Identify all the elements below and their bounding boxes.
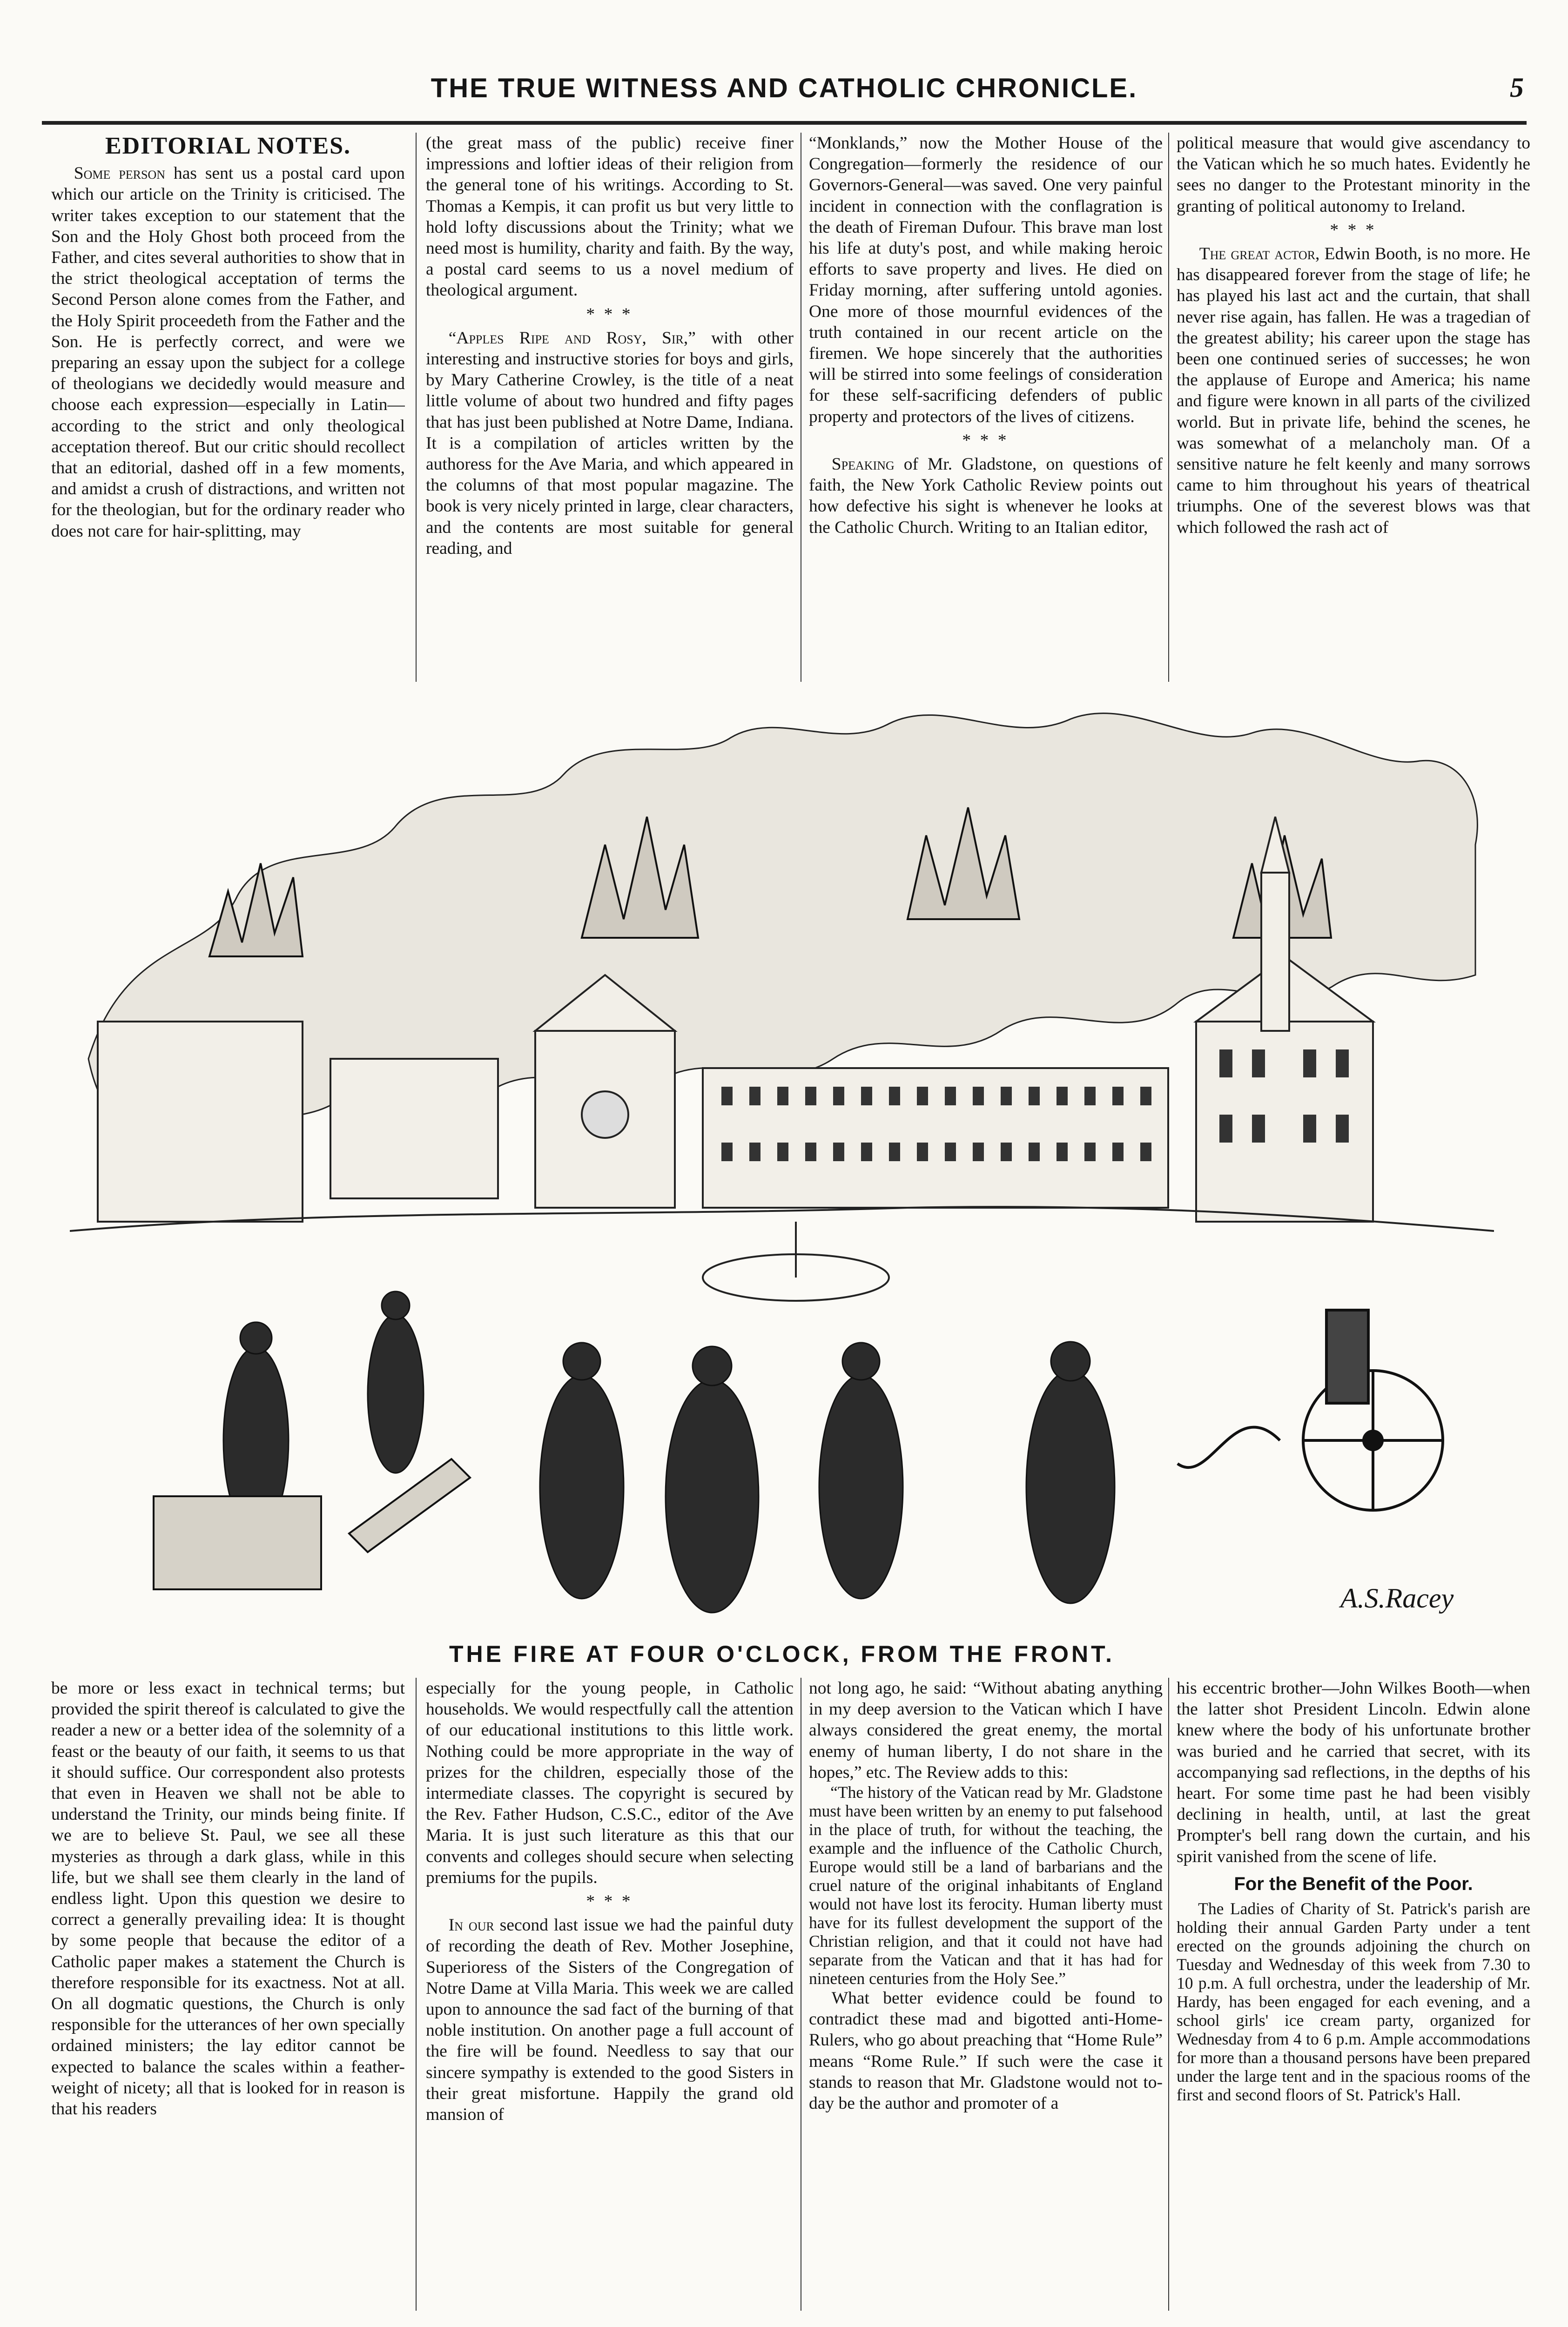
section-stars: * * * — [586, 304, 633, 324]
crowd — [223, 1291, 1115, 1613]
page-number: 5 — [1510, 72, 1524, 103]
editorial-paragraph: political measure that would give ascendancy to the Vatican which he so much hates. Evidently he sees no danger to the Protestant minority in the granting of political autonomy to Ireland. — [1177, 134, 1530, 216]
upper-column-3 — [809, 133, 1163, 693]
lower-column-3 — [809, 1678, 1163, 2320]
editorial-paragraph: “Apples Ripe and Rosy, Sir,” with other interesting and instructive stories for boys and girls, by Mary Catherine Crowley, is the title of a neat little volume of about two hundred and fifty pages that has just been published at Notre Dame, Indiana. It is a compilation of articles written by the authoress for the Ave Maria, and which appeared in the columns of that most popular magazine. The book is very nicely printed in large, clear characters, and the contents are most suitable for general reading, and — [426, 328, 794, 558]
editorial-paragraph: Some person has sent us a postal card upon which our article on the Trinity is criticised. The writer takes exception to our statement that the Son and the Holy Ghost both proceed from the Father, and cites several authorities to show that in the strict theological acceptation of terms the Second Person alone comes from the Father, and the Holy Spirit proceedeth from the Father and the Son. He is perfectly correct, and were we preparing an essay upon the subject for a college of theologians we decidedly would measure and choose each expression—especially in Latin—according to the strict and only theological acceptation thereof. But our critic should recollect that an editorial, dashed off in a few moments, and amidst a crush of distractions, and written not for the theologian, but for the ordinary reader who does not care for hair-splitting, may — [51, 164, 405, 541]
lower-column-2 — [426, 1678, 794, 2320]
newspaper-title: THE TRUE WITNESS AND CATHOLIC CHRONICLE. — [431, 73, 1138, 103]
editorial-paragraph: Speaking of Mr. Gladstone, on questions of faith, the New York Catholic Review points out how defective his sight is whenever he looks at the Catholic Church. Writing to an Italian editor, — [809, 455, 1163, 537]
upper-column-1 — [51, 133, 405, 693]
lead-in: Some person — [74, 164, 166, 183]
quoted-passage: “The history of the Vatican read by Mr. Gladstone must have been written by an enemy to put falsehood in the place of truth, for without the teaching, the example and the influence of the Catholic Church, Europe would still be a land of barbarians and the cruel nature of the original inhabitants of England would not have lost its ferocity. Human liberty must have for its fullest development the support of the Christian religion, and that it could not have had separate from the Vatican and that it has had for nineteen centuries from the Holy See.” — [809, 1783, 1163, 1988]
editorial-paragraph: What better evidence could be found to contradict these mad and bigotted anti-Home-Rulers, who go about preaching that “Home Rule” means “Rome Rule.” If such were the case it stands to reason that Mr. Gladstone would not to-day be the author and promoter of a — [809, 1989, 1163, 2113]
upper-column-2 — [426, 133, 794, 693]
column-rule — [416, 133, 417, 682]
lead-in: “Apples Ripe and Rosy, Sir,” — [448, 328, 696, 348]
upper-column-4 — [1177, 133, 1530, 693]
fire-illustration — [70, 696, 1494, 1627]
editorial-paragraph: be more or less exact in technical terms; but provided the spirit thereof is calculated to give the reader a new or a better idea of the solemnity of a feast or the beauty of our faith, it seems to us that it should suffice. Our correspondent also protests that even in Heaven we shall not be able to understand the Trinity, our minds being finite. If we are to believe St. Paul, we see all these mysteries as through a dark glass, while in this life, but we shall see them clearly in the land of endless light. Upon this question we desire to correct a generally prevailing idea: It is thought by some people that because the editor of a Catholic paper makes a statement the Church is therefore responsible for its exactness. Not at all. On all dogmatic questions, the Church is only responsible for the utterances of her own specially ordained ministers; the lay editor cannot be expected to balance the scales within a feather-weight of nicety; all that is looked for in reason is that his readers — [51, 1679, 405, 2119]
section-stars: * * * — [1330, 220, 1377, 240]
lower-column-4 — [1177, 1678, 1530, 2320]
column-rule — [416, 1678, 417, 2311]
artist-signature: A.S.Racey — [1340, 1583, 1454, 1614]
lead-in: The great actor, — [1199, 244, 1320, 264]
editorial-paragraph: (the great mass of the public) receive finer impressions and loftier ideas of their religion from the general tone of his writings. According to St. Thomas a Kempis, it can profit us but very little to hold lofty discussions about the Trinity; what we need most is humility, charity and faith. By the way, a postal card seems to us a novel medium of theological argument. — [426, 134, 794, 300]
fire-engine — [1178, 1310, 1443, 1510]
foreground-debris — [154, 1459, 470, 1589]
benefit-heading: For the Benefit of the Poor. — [1234, 1873, 1473, 1894]
column-rule — [1168, 133, 1169, 682]
benefit-paragraph: The Ladies of Charity of St. Patrick's parish are holding their annual Garden Party under a tent erected on the grounds adjoining the church on Tuesday and Wednesday of this week from 7.30 to 10 p.m. A full orchestra, under the leadership of Mr. Hardy, has been engaged for each evening, and a school girls' ice cream party, organized for Wednesday from 4 to 6 p.m. Ample accommodations for more than a thousand persons have been prepared under the large tent and in the spacious rooms of the first and second floors of St. Patrick's Hall. — [1177, 1899, 1530, 2105]
column-rule — [1168, 1678, 1169, 2311]
editorial-paragraph: In our second last issue we had the painful duty of recording the death of Rev. Mother Josephine, Superioress of the Sisters of the Congregation of Notre Dame at Villa Maria. This week we are called upon to announce the sad fact of the burning of that noble institution. On another page a full account of the fire will be found. Needless to say that our sincere sympathy is extended to the good Sisters in their great misfortune. Happily the grand old mansion of — [426, 1916, 794, 2125]
editorial-paragraph: his eccentric brother—John Wilkes Booth—when the latter shot President Lincoln. Edwin alone knew where the body of his unfortunate brother was buried and he carried that secret, with its accompanying sad reflections, in the depths of his heart. For some time past he had been visibly declining in health, until, at last the great Prompter's bell rang down the curtain, and his spirit vanished from the scene of life. — [1177, 1679, 1530, 1866]
section-stars: * * * — [962, 430, 1009, 450]
editorial-paragraph: The great actor, Edwin Booth, is no more. He has disappeared forever from the stage of life; he has played his last act and the curtain, that shall never rise again, has fallen. He was a tragedian of the greatest ability; his career upon the stage has been one continued series of successes; he won the applause of Europe and America; his name and figure were known in all parts of the civilized world. But in private life, behind the scenes, he was somewhat of a melancholy man. Of a sensitive nature he felt keenly and many sorrows came to him throughout his years of theatrical triumphs. One of the severest blows was that which followed the rash act of — [1177, 244, 1530, 537]
editorial-paragraph: especially for the young people, in Catholic households. We would respectfully call the attention of our educational institutions to this little work. Nothing could be more appropriate in the way of prizes for the children, especially those of the intermediate classes. The copyright is secured by the Rev. Father Hudson, C.S.C., editor of the Ave Maria. It is just such literature as this that our convents and colleges should secure when selecting premiums for the pupils. — [426, 1679, 794, 1887]
section-stars: * * * — [586, 1892, 633, 1911]
lead-in: Speaking — [831, 455, 895, 474]
editorial-heading: EDITORIAL NOTES. — [105, 133, 351, 159]
illustration-caption: THE FIRE AT FOUR O'CLOCK, FROM THE FRONT. — [449, 1641, 1115, 1667]
editorial-paragraph: “Monklands,” now the Mother House of the Congregation—formerly the residence of our Governors-General—was saved. One very painful incident in connection with the conflagration is the death of Fireman Dufour. This brave man lost his life at duty's post, and while making heroic efforts to save property and lives. He died on Friday morning, after suffering untold agonies. One more of those mournful evidences of the truth contained in our recent article on the firemen. We hope sincerely that the authorities will be stirred into some feelings of consideration for these self-sacrificing defenders of public property and protectors of the lives of citizens. — [809, 134, 1163, 426]
lead-in: In our — [448, 1916, 494, 1935]
editorial-paragraph: not long ago, he said: “Without abating anything in my deep aversion to the Vatican which I have always considered the great enemy, the mortal enemy of human liberty, I do not share in the hopes,” etc. The Review adds to this: — [809, 1679, 1163, 1782]
lower-column-1 — [51, 1678, 405, 2320]
masthead — [42, 70, 1527, 125]
